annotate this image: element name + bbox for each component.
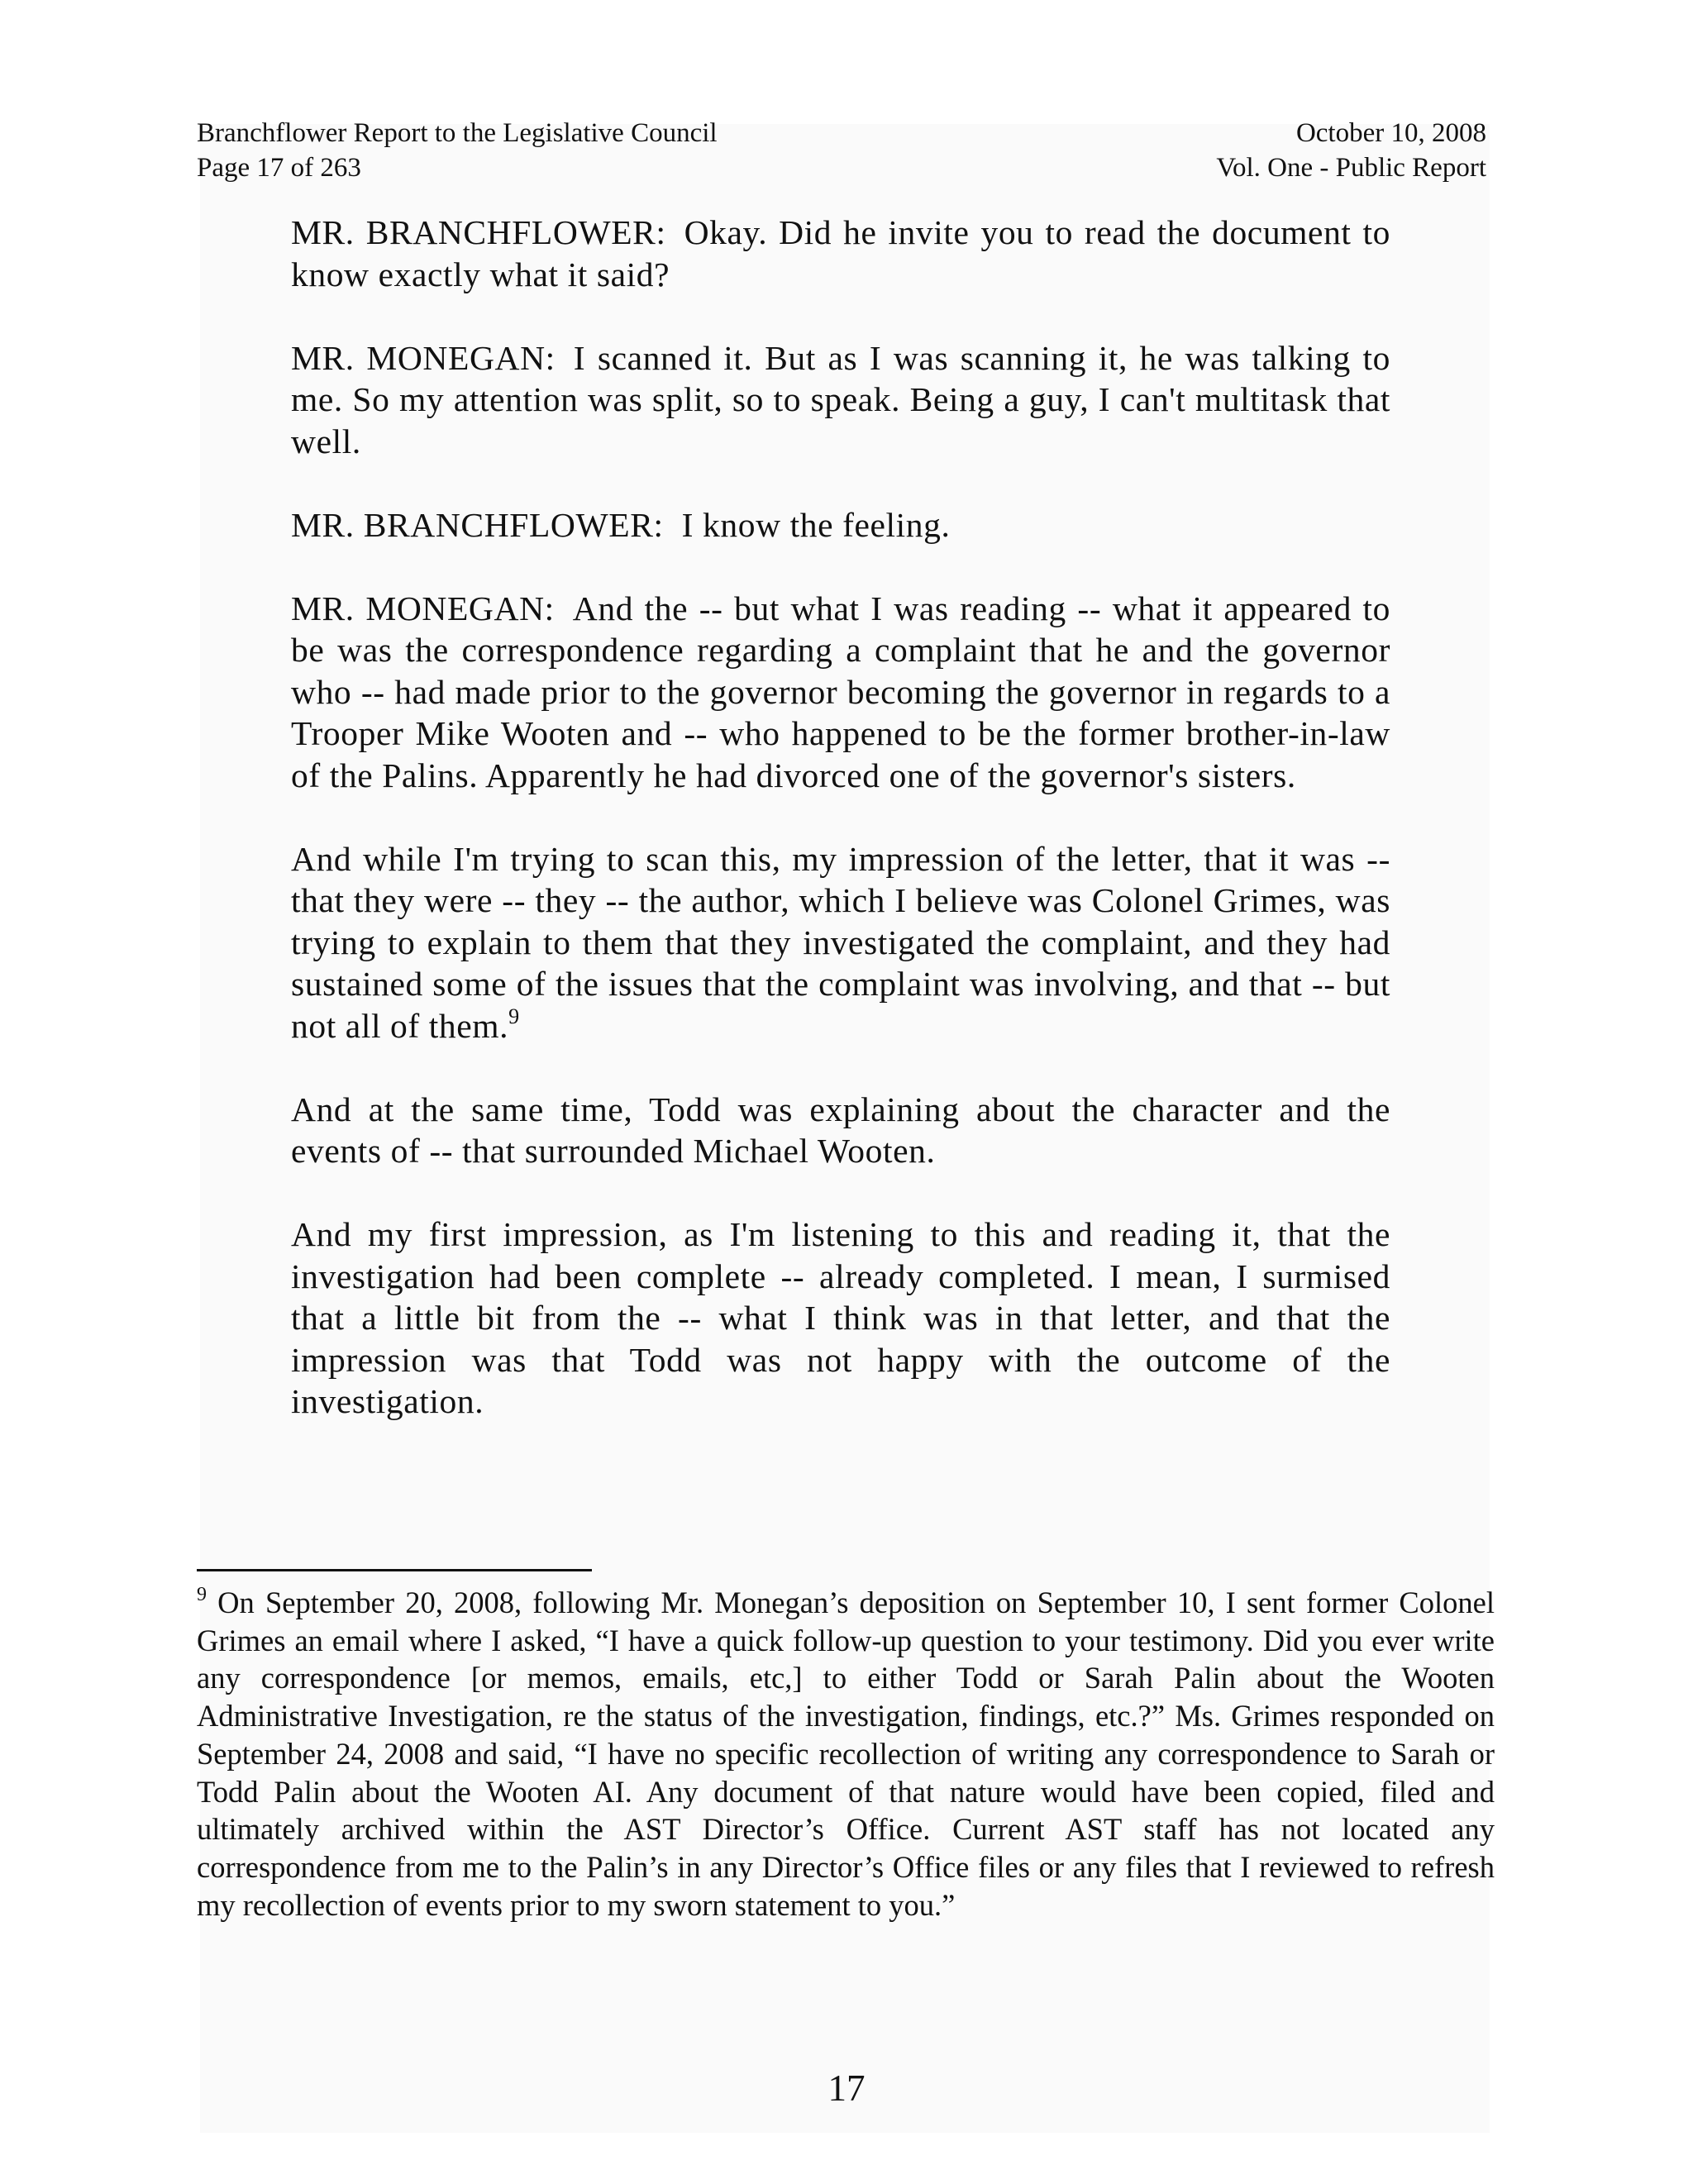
report-volume: Vol. One - Public Report <box>1216 153 1486 183</box>
speaker-label: MR. BRANCHFLOWER: <box>291 505 664 544</box>
footnote <box>197 1584 1495 1924</box>
transcript-paragraph <box>291 337 1390 463</box>
footnote-number: 9 <box>197 1584 207 1605</box>
paragraph-text: I know the feeling. <box>681 505 951 544</box>
paragraph-text: And my first impression, as I'm listening to this and reading it, that the investigation had been complete -- already completed. I mean, I surmised that a little bit from the -- what I think was in that letter, and that the impression was that Todd was not happy with the outcome of the investigation. <box>291 1215 1390 1420</box>
header-left <box>197 116 718 185</box>
header-right <box>1216 116 1486 185</box>
footnote-divider <box>197 1569 592 1571</box>
transcript-paragraph <box>291 212 1390 295</box>
transcript-paragraph <box>291 1214 1390 1423</box>
page-number: 17 <box>827 2067 866 2109</box>
paragraph-text: Okay. Did he invite you to read the document to know exactly what it said? <box>291 213 1390 293</box>
transcript-paragraph <box>291 588 1390 797</box>
transcript-paragraph <box>291 838 1390 1047</box>
footnote-reference: 9 <box>508 1004 520 1028</box>
transcript-paragraph <box>291 504 1390 546</box>
paragraph-text: I scanned it. But as I was scanning it, he was talking to me. So my attention was split, so to speak. Being a guy, I can't multitask that well. <box>291 338 1390 460</box>
paragraph-text: And while I'm trying to scan this, my impression of the letter, that it was -- that they were -- they -- the author, which I believe was Colonel Grimes, was trying to explain to them that they investigated the complaint, and they had sustained some of the issues that the complaint was involving, and that -- but not all of them. <box>291 839 1390 1045</box>
speaker-label: MR. BRANCHFLOWER: <box>291 213 666 251</box>
paragraph-text: And the -- but what I was reading -- what it appeared to be was the correspondence regarding a complaint that he and the governor who -- had made prior to the governor becoming the governor in regards to a Trooper Mike Wooten and -- who happened to be the former brother-in-law of the Palins. Apparently he had divorced one of the governor's sisters. <box>291 589 1390 794</box>
transcript-paragraph <box>291 1089 1390 1172</box>
speaker-label: MR. MONEGAN: <box>291 338 556 377</box>
page-count: Page 17 of 263 <box>197 153 361 183</box>
transcript <box>291 212 1390 1464</box>
report-title: Branchflower Report to the Legislative Council <box>197 118 718 148</box>
paragraph-text: And at the same time, Todd was explaining about the character and the events of -- that surrounded Michael Wooten. <box>291 1090 1390 1170</box>
footnote-text: On September 20, 2008, following Mr. Monegan’s deposition on September 10, I sent former Colonel Grimes an email where I asked, “I have a quick follow-up question to your testimony. Did you ever write any correspondence [or memos, emails, etc,] to either Todd or Sarah Palin about the Wooten Administrative Investigation, re the status of the investigation, findings, etc.?” Ms. Grimes responded on September 24, 2008 and said, “I have no specific recollection of writing any correspondence to Sarah or Todd Palin about the Wooten AI. Any document of that nature would have been copied, filed and ultimately archived within the AST Director’s Office. Current AST staff has not located any correspondence from me to the Palin’s in any Director’s Office files or any files that I reviewed to refresh my recollection of events prior to my sworn statement to you.” <box>197 1586 1495 1922</box>
speaker-label: MR. MONEGAN: <box>291 589 555 627</box>
report-date: October 10, 2008 <box>1295 118 1486 148</box>
